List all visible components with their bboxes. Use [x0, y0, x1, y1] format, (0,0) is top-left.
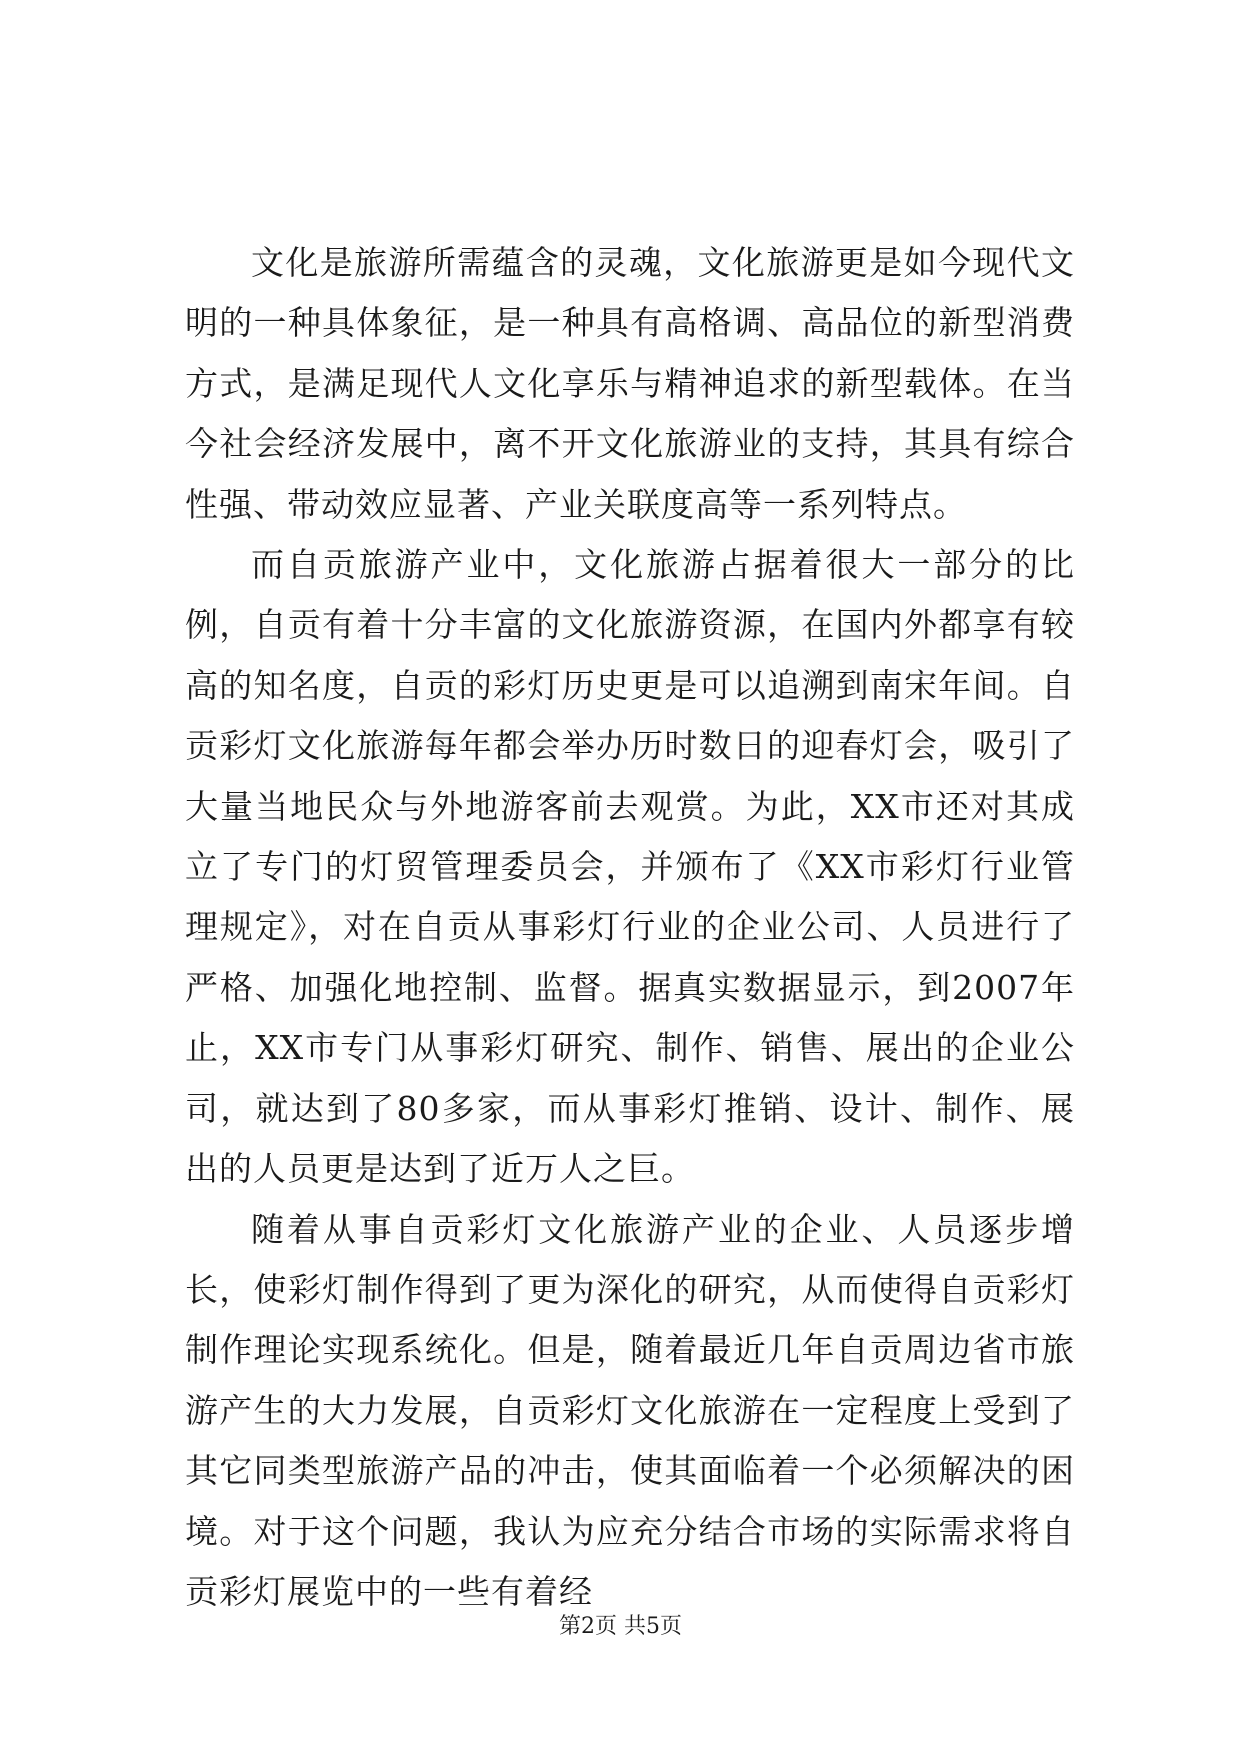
paragraph-3: 随着从事自贡彩灯文化旅游产业的企业、人员逐步增长，使彩灯制作得到了更为深化的研究，从而使得自贡彩灯制作理论实现系统化。但是，随着最近几年自贡周边省市旅游产生的大力发展，自贡彩灯文化旅游在一定程度上受到了其它同类型旅游产品的冲击，使其面临着一个必须解决的困境。对于这个问题，我认为应充分结合市场的实际需求将自贡彩灯展览中的一些有着经	[185, 1209, 1075, 1611]
page-number-footer: 第2页 共5页	[559, 1614, 682, 1639]
paragraph-1: 文化是旅游所需蕴含的灵魂，文化旅游更是如今现代文明的一种具体象征，是一种具有高格调、高品位的新型消费方式，是满足现代人文化享乐与精神追求的新型载体。在当今社会经济发展中，离不开文化旅游业的支持，其具有综合性强、带动效应显著、产业关联度高等一系列特点。	[185, 243, 1075, 524]
document-body	[185, 233, 1075, 1622]
paragraph-2: 而自贡旅游产业中，文化旅游占据着很大一部分的比例，自贡有着十分丰富的文化旅游资源，在国内外都享有较高的知名度，自贡的彩灯历史更是可以追溯到南宋年间。自贡彩灯文化旅游每年都会举办历时数日的迎春灯会，吸引了大量当地民众与外地游客前去观赏。为此，XX市还对其成立了专门的灯贸管理委员会，并颁布了《XX市彩灯行业管理规定》，对在自贡从事彩灯行业的企业公司、人员进行了严格、加强化地控制、监督。据真实数据显示，到2007年止，XX市专门从事彩灯研究、制作、销售、展出的企业公司，就达到了80多家，而从事彩灯推销、设计、制作、展出的人员更是达到了近万人之巨。	[185, 545, 1075, 1189]
